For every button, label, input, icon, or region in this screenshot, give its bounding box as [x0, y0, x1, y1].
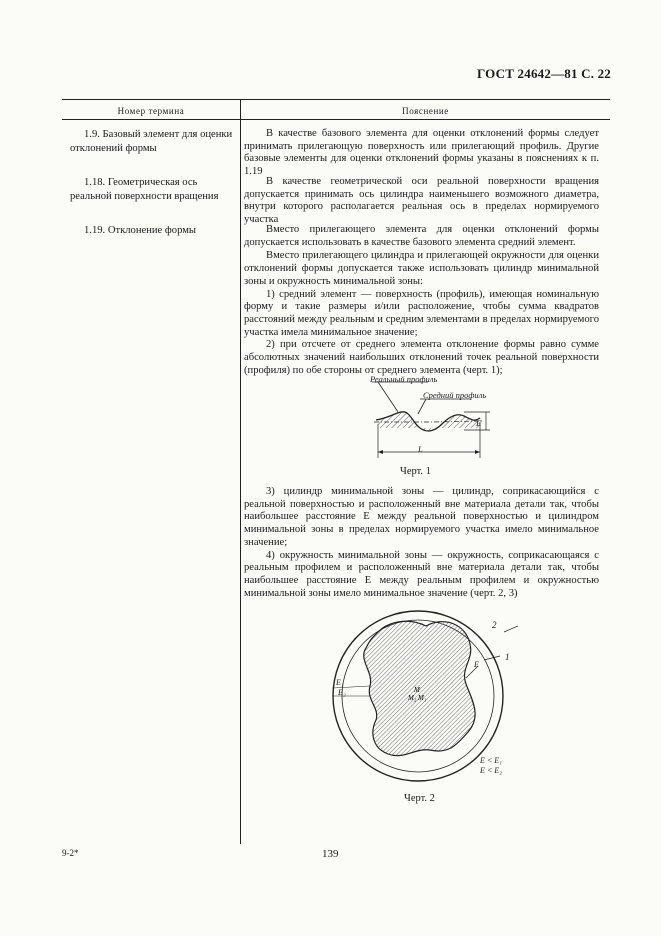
svg-text:M: M	[414, 686, 420, 694]
paragraph: Вместо прилегающего цилиндра и прилегающей окружности для оценки отклонений формы допускается также использовать цилиндр минимальной зоны и окружность минимальной зоны:	[244, 250, 599, 287]
fig2-label-2: 2	[492, 620, 497, 630]
paragraph: В качестве геометрической оси реальной поверхности вращения допускается принимать ось цилиндра наименьшего возможного диаметра, внутри которого располагается реальная ось в пределах нормируемого участка	[244, 176, 599, 226]
fig2-condition-2: E < E₂	[480, 766, 502, 775]
fig2-label-e1: E₁	[336, 678, 344, 687]
table-top-rule	[62, 99, 610, 100]
term-1-18: 1.18. Геометрическая ось реальной поверхности вращения	[70, 177, 219, 202]
paragraph: Вместо прилегающего элемента для оценки отклонений формы допускается использовать в качестве базового элемента средний элемент.	[244, 224, 599, 248]
column-header-term: Номер термина	[117, 106, 185, 116]
table-header-rule	[62, 119, 610, 120]
fig2-label-e2: E₂	[338, 688, 346, 697]
term-1-19: 1.19. Отклонение формы	[84, 225, 197, 236]
svg-text:M₂: M₂	[408, 694, 417, 702]
label-mean-profile: Средний профиль	[423, 390, 487, 400]
paragraph: 2) при отсчете от среднего элемента отклонение формы равно сумме абсолютных значений наибольших отклонений точек реальной поверхности (профиля) по обе стороны от среднего элемента (черт. 1);	[244, 339, 599, 376]
column-divider	[240, 99, 241, 844]
label-e-dimension: E	[476, 418, 482, 428]
svg-text:M₁: M₁	[418, 694, 427, 702]
fig2-label-1: 1	[505, 652, 510, 662]
label-l-dimension: L	[418, 444, 423, 454]
paragraph: В качестве базового элемента для оценки отклонений формы следует принимать прилегающую поверхность или прилегающий профиль. Другие базовые элементы для оценки отклонений формы указаны в пояснениях к п. 1.19	[244, 128, 599, 178]
column-header-explanation: Пояснение	[402, 106, 449, 116]
explanation-1-18	[244, 176, 599, 227]
explanation-1-19	[244, 224, 599, 377]
fig2-label-e: E	[474, 660, 479, 669]
paragraph: 1) средний элемент — поверхность (профиль), имеющая номинальную форму и такие размеры и/или расположение, чтобы сумма квадратов расстояний между реальным и средним элементами в пределах нормируемого участка имела минимальное значение;	[244, 288, 599, 338]
paragraph: 4) окружность минимальной зоны — окружность, соприкасающаяся с реальным профилем и расположенный вне материала детали так, чтобы наибольшее расстояние E между реальным профилем и окружностью минимальной зоны имело минимальное значение (черт. 2, 3)	[244, 549, 599, 599]
fig2-condition-1: E < E₁	[480, 756, 502, 765]
figure-1-caption: Черт. 1	[400, 466, 431, 477]
explanation-1-9	[244, 128, 599, 179]
paragraph: 3) цилиндр минимальной зоны — цилиндр, соприкасающийся с реальной поверхностью и расположенный вне материала детали так, чтобы наибольшее расстояние E между реальной поверхностью и цилиндром минимальной зоны в пределах нормируемого участка имело минимальное значение;	[244, 486, 599, 548]
figure-2-caption: Черт. 2	[404, 793, 435, 804]
footer-signature: 9-2*	[62, 848, 79, 858]
page-number: 139	[322, 848, 339, 860]
document-code: ГОСТ 24642—81 С. 22	[477, 66, 611, 81]
term-1-9: 1.9. Базовый элемент для оценки отклонений формы	[70, 129, 233, 154]
explanation-1-19-continued	[244, 486, 599, 600]
label-real-profile: Реальный профиль	[370, 374, 438, 384]
